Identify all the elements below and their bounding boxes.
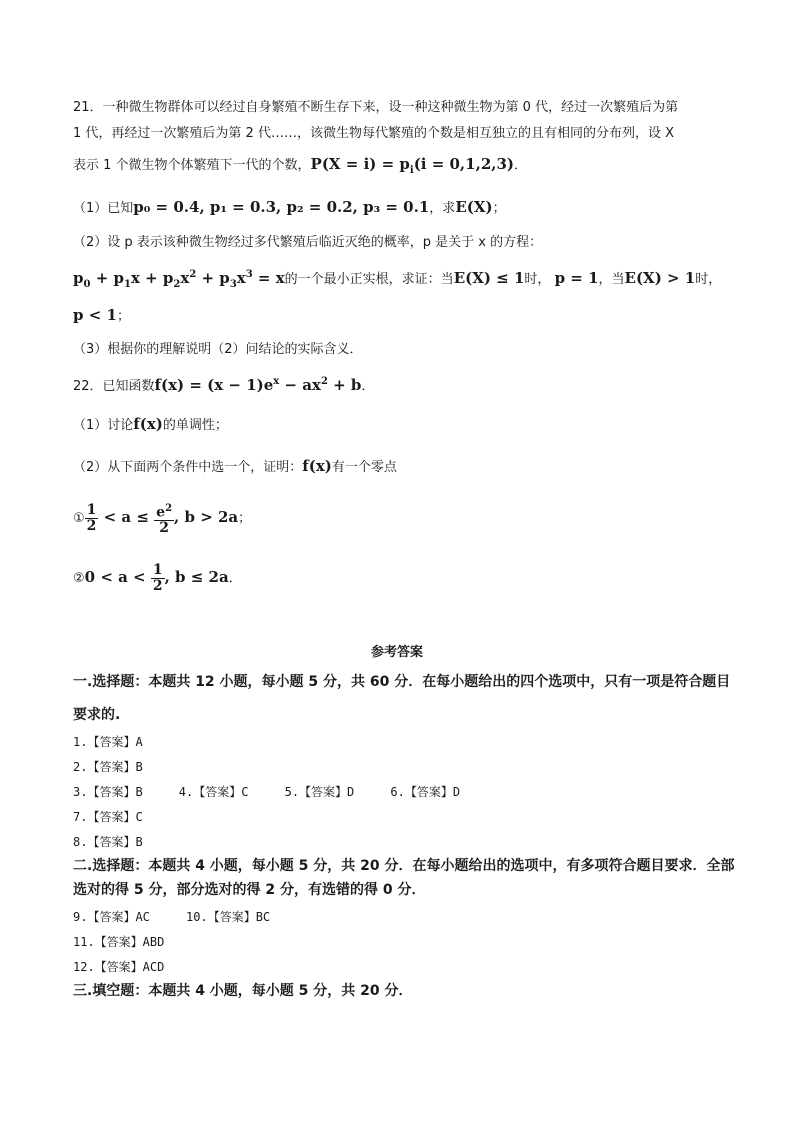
q22-title: 22．已知函数$f(x) = (x - 1)e^x - ax^2 + b$． (73, 376, 375, 394)
q21-part-1: （1）已知p₀ = 0.4, p₁ = 0.3, p₂ = 0.2, p₃ = 0.1，求E(X)； (73, 198, 506, 216)
q22-part-1: （1）讨论f(x)的单调性； (73, 415, 228, 433)
q21-part-2-line-3: p < 1； (73, 306, 130, 324)
answer-12: 12.【答案】ACD (73, 960, 165, 974)
answers-section-1-line-1: 一.选择题：本题共 12 小题，每小题 5 分，共 60 分．在每小题给出的四个选项中，只有一项是符合题目 (73, 674, 731, 690)
answers-section-1-line-2: 要求的. (73, 707, 121, 723)
answers-section-3: 三.填空题：本题共 4 小题，每小题 5 分，共 20 分． (73, 983, 413, 999)
q22-function: $f(x) = (x - 1)e^x - ax^2 + b$ (154, 376, 362, 394)
answers-section-2-line-1: 二.选择题：本题共 4 小题，每小题 5 分，共 20 分．在每小题给出的选项中，有多项符合题目要求．全部 (73, 858, 735, 874)
q22-condition-1: ① $\frac{1}{2}$ < a ≤ $\frac{e^2}{2}$ , b > 2a； (73, 502, 252, 537)
q21-line-3-text: 表示 1 个微生物个体繁殖下一代的个数， (73, 158, 311, 173)
answer-9-10: 9.【答案】AC 10.【答案】BC (73, 910, 271, 924)
answers-title: 参考答案 (370, 645, 423, 660)
q22-part-2: （2）从下面两个条件中选一个，证明：f(x)有一个零点 (73, 457, 397, 475)
q21-equation: $p_0 + p_1x + p_2x^2 + p_3x^3 = x$ (73, 269, 285, 290)
q21-part-2-line-2: $p_0 + p_1x + p_2x^2 + p_3x^3 = x$的一个最小正实根，求证：当E(X) ≤ 1时， p = 1，当E(X) > 1时， (73, 269, 722, 290)
q22-condition-2: ②0 < a < $\frac{1}{2}$ , b ≤ 2a． (73, 562, 242, 594)
q21-part-3: （3）根据你的理解说明（2）问结论的实际含义． (73, 342, 363, 357)
q21-part-2-line-1: （2）设 p 表示该种微生物经过多代繁殖后临近灭绝的概率，p 是关于 x 的方程： (73, 235, 543, 250)
answer-3-6: 3.【答案】B 4.【答案】C 5.【答案】D 6.【答案】D (73, 785, 461, 799)
q21-line-3: 表示 1 个微生物个体繁殖下一代的个数，$P(X = i) = p_i(i = 0,1,2,3)$． (73, 155, 528, 176)
answer-1: 1.【答案】A (73, 735, 143, 749)
q21-expectation: E(X) (455, 198, 493, 216)
answers-section-2-line-2: 选对的得 5 分，部分选对的得 2 分，有选错的得 0 分． (73, 882, 426, 898)
answer-8: 8.【答案】B (73, 835, 143, 849)
answer-7: 7.【答案】C (73, 810, 143, 824)
q21-line-1: 21．一种微生物群体可以经过自身繁殖不断生存下来，设一种这种微生物为第 0 代，经过一次繁殖后为第 (73, 100, 679, 115)
answer-11: 11.【答案】ABD (73, 935, 165, 949)
q21-prob-formula: $P(X = i) = p_i(i = 0,1,2,3)$ (310, 155, 515, 176)
answer-2: 2.【答案】B (73, 760, 143, 774)
q21-given-values: p₀ = 0.4, p₁ = 0.3, p₂ = 0.2, p₃ = 0.1 (133, 198, 430, 216)
q21-line-2: 1 代，再经过一次繁殖后为第 2 代……，该微生物每代繁殖的个数是相互独立的且有相同的分布列，设 X (73, 126, 674, 141)
